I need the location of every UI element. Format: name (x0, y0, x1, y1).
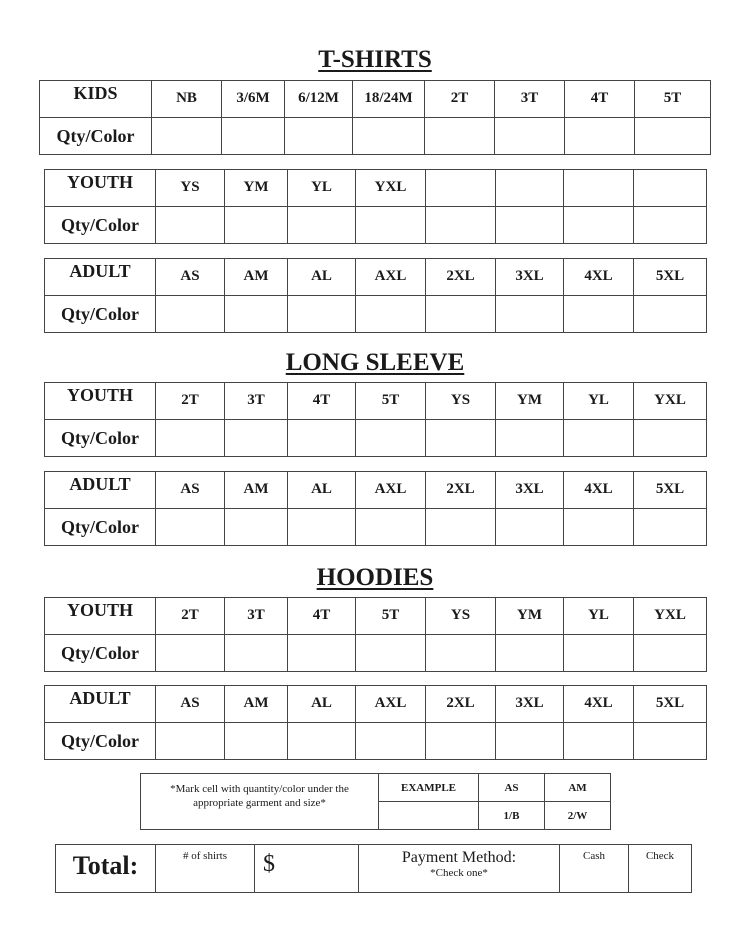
size-header: 4T (288, 383, 356, 420)
size-row (45, 472, 707, 509)
size-header: 4T (288, 598, 356, 635)
size-header: 2XL (426, 686, 496, 723)
num-shirts-field[interactable] (156, 845, 255, 893)
qty-label: Qty/Color (40, 118, 152, 155)
size-header: YM (225, 170, 288, 207)
size-header: AM (225, 472, 288, 509)
hoodies-adult-table (44, 685, 707, 760)
qty-cell[interactable] (356, 296, 426, 333)
qty-cell[interactable] (225, 509, 288, 546)
size-header: 3T (225, 598, 288, 635)
qty-cell[interactable] (496, 635, 564, 672)
qty-row (45, 635, 707, 672)
qty-row (45, 420, 707, 457)
qty-label: Qty/Color (45, 207, 156, 244)
size-header: 2T (156, 383, 225, 420)
qty-cell[interactable] (496, 420, 564, 457)
qty-label: Qty/Color (45, 635, 156, 672)
size-header: YXL (634, 598, 707, 635)
instruction-line-2: appropriate garment and size* (193, 797, 326, 809)
num-shirts-label: # of shirts (183, 850, 227, 862)
qty-cell[interactable] (222, 118, 285, 155)
size-header: YL (564, 598, 634, 635)
qty-cell[interactable] (496, 509, 564, 546)
size-header: 4T (565, 81, 635, 118)
qty-cell[interactable] (225, 723, 288, 760)
size-row (45, 686, 707, 723)
size-row (40, 81, 711, 118)
size-header: AL (288, 686, 356, 723)
row-label: YOUTH (45, 383, 156, 420)
row-label: YOUTH (45, 598, 156, 635)
size-header: AXL (356, 259, 426, 296)
qty-cell[interactable] (564, 723, 634, 760)
size-header: AL (288, 259, 356, 296)
qty-cell[interactable] (288, 296, 356, 333)
size-header (496, 170, 564, 207)
cash-option[interactable] (560, 845, 629, 893)
row-label: ADULT (45, 472, 156, 509)
size-header: AXL (356, 686, 426, 723)
size-header: AM (225, 686, 288, 723)
size-header: 5T (356, 598, 426, 635)
size-header: YXL (634, 383, 707, 420)
example-size: AM (545, 774, 611, 802)
qty-cell[interactable] (496, 207, 564, 244)
qty-cell[interactable] (356, 509, 426, 546)
qty-cell[interactable] (156, 509, 225, 546)
size-header: AM (225, 259, 288, 296)
size-header: 2T (425, 81, 495, 118)
qty-label: Qty/Color (45, 420, 156, 457)
row-label: ADULT (45, 686, 156, 723)
example-empty-cell (379, 802, 479, 830)
qty-cell[interactable] (156, 635, 225, 672)
section-title-tshirts: T-SHIRTS (318, 46, 432, 73)
qty-cell[interactable] (156, 420, 225, 457)
dollar-sign: $ (263, 851, 275, 877)
size-header (634, 170, 707, 207)
qty-cell[interactable] (225, 296, 288, 333)
qty-cell[interactable] (495, 118, 565, 155)
qty-label: Qty/Color (45, 509, 156, 546)
size-header: YS (426, 383, 496, 420)
qty-cell[interactable] (425, 118, 495, 155)
qty-cell[interactable] (634, 296, 707, 333)
row-label: KIDS (40, 81, 152, 118)
size-header: NB (152, 81, 222, 118)
qty-cell[interactable] (426, 420, 496, 457)
qty-cell[interactable] (288, 207, 356, 244)
size-header: 4XL (564, 472, 634, 509)
size-header: YXL (356, 170, 426, 207)
tshirts-kids-table (39, 80, 711, 155)
qty-row (45, 723, 707, 760)
amount-field[interactable] (255, 845, 359, 893)
example-table (140, 773, 611, 830)
qty-cell[interactable] (356, 723, 426, 760)
qty-cell[interactable] (426, 509, 496, 546)
payment-method-cell (359, 845, 560, 893)
qty-cell[interactable] (353, 118, 425, 155)
qty-cell[interactable] (426, 207, 496, 244)
qty-cell[interactable] (288, 723, 356, 760)
qty-cell[interactable] (634, 723, 707, 760)
size-header: 18/24M (353, 81, 425, 118)
size-header: 5T (635, 81, 711, 118)
size-header: 2XL (426, 259, 496, 296)
example-value: 1/B (479, 802, 545, 830)
qty-row (45, 207, 707, 244)
qty-row (40, 118, 711, 155)
size-header (564, 170, 634, 207)
qty-cell[interactable] (564, 635, 634, 672)
size-header: 4XL (564, 259, 634, 296)
qty-cell[interactable] (496, 723, 564, 760)
qty-cell[interactable] (288, 420, 356, 457)
example-value: 2/W (545, 802, 611, 830)
size-header: YL (288, 170, 356, 207)
size-header: 4XL (564, 686, 634, 723)
size-header: 5XL (634, 472, 707, 509)
check-one-note: *Check one* (430, 867, 488, 879)
instruction-line-1: *Mark cell with quantity/color under the (170, 783, 349, 795)
qty-cell[interactable] (288, 635, 356, 672)
row-label: YOUTH (45, 170, 156, 207)
size-header: YS (426, 598, 496, 635)
section-title-long-sleeve: LONG SLEEVE (285, 349, 465, 376)
size-header: 5XL (634, 686, 707, 723)
size-header: 3T (495, 81, 565, 118)
qty-cell[interactable] (225, 207, 288, 244)
qty-cell[interactable] (152, 118, 222, 155)
qty-cell[interactable] (156, 207, 225, 244)
qty-label: Qty/Color (45, 723, 156, 760)
size-row (45, 259, 707, 296)
size-header: 6/12M (285, 81, 353, 118)
size-header: 5T (356, 383, 426, 420)
size-header: YM (496, 383, 564, 420)
qty-row (45, 509, 707, 546)
qty-cell[interactable] (356, 635, 426, 672)
size-header: 5XL (634, 259, 707, 296)
size-header: AL (288, 472, 356, 509)
check-label: Check (645, 850, 675, 862)
qty-cell[interactable] (156, 296, 225, 333)
size-row (45, 383, 707, 420)
qty-cell[interactable] (426, 635, 496, 672)
qty-cell[interactable] (564, 420, 634, 457)
qty-cell[interactable] (634, 635, 707, 672)
qty-cell[interactable] (426, 723, 496, 760)
qty-cell[interactable] (285, 118, 353, 155)
size-header: 3XL (496, 259, 564, 296)
size-header: AS (156, 472, 225, 509)
size-header: 2T (156, 598, 225, 635)
size-header: AS (156, 686, 225, 723)
total-label: Total: (56, 845, 156, 893)
qty-cell[interactable] (564, 509, 634, 546)
example-size: AS (479, 774, 545, 802)
qty-cell[interactable] (426, 296, 496, 333)
qty-label: Qty/Color (45, 296, 156, 333)
payment-method-label: Payment Method: (401, 849, 517, 866)
qty-cell[interactable] (225, 420, 288, 457)
qty-cell[interactable] (565, 118, 635, 155)
total-table (55, 844, 692, 893)
cash-label: Cash (583, 850, 605, 862)
qty-cell[interactable] (635, 118, 711, 155)
size-header: YM (496, 598, 564, 635)
qty-cell[interactable] (634, 420, 707, 457)
size-header: YS (156, 170, 225, 207)
instruction-note (141, 774, 379, 830)
size-header: YL (564, 383, 634, 420)
qty-cell[interactable] (634, 207, 707, 244)
size-row (45, 170, 707, 207)
qty-cell[interactable] (288, 509, 356, 546)
qty-cell[interactable] (356, 420, 426, 457)
qty-row (45, 296, 707, 333)
qty-cell[interactable] (156, 723, 225, 760)
size-header: 3T (225, 383, 288, 420)
size-row (45, 598, 707, 635)
size-header: 3/6M (222, 81, 285, 118)
row-label: ADULT (45, 259, 156, 296)
qty-cell[interactable] (225, 635, 288, 672)
check-option[interactable] (629, 845, 692, 893)
long-sleeve-adult-table (44, 471, 707, 546)
qty-cell[interactable] (564, 296, 634, 333)
size-header: 2XL (426, 472, 496, 509)
section-title-hoodies: HOODIES (316, 564, 434, 591)
qty-cell[interactable] (496, 296, 564, 333)
tshirts-youth-table (44, 169, 707, 244)
long-sleeve-youth-table (44, 382, 707, 457)
size-header: 3XL (496, 472, 564, 509)
qty-cell[interactable] (634, 509, 707, 546)
tshirts-adult-table (44, 258, 707, 333)
qty-cell[interactable] (564, 207, 634, 244)
size-header: AXL (356, 472, 426, 509)
size-header: 3XL (496, 686, 564, 723)
size-header (426, 170, 496, 207)
qty-cell[interactable] (356, 207, 426, 244)
hoodies-youth-table (44, 597, 707, 672)
size-header: AS (156, 259, 225, 296)
example-label: EXAMPLE (379, 774, 479, 802)
